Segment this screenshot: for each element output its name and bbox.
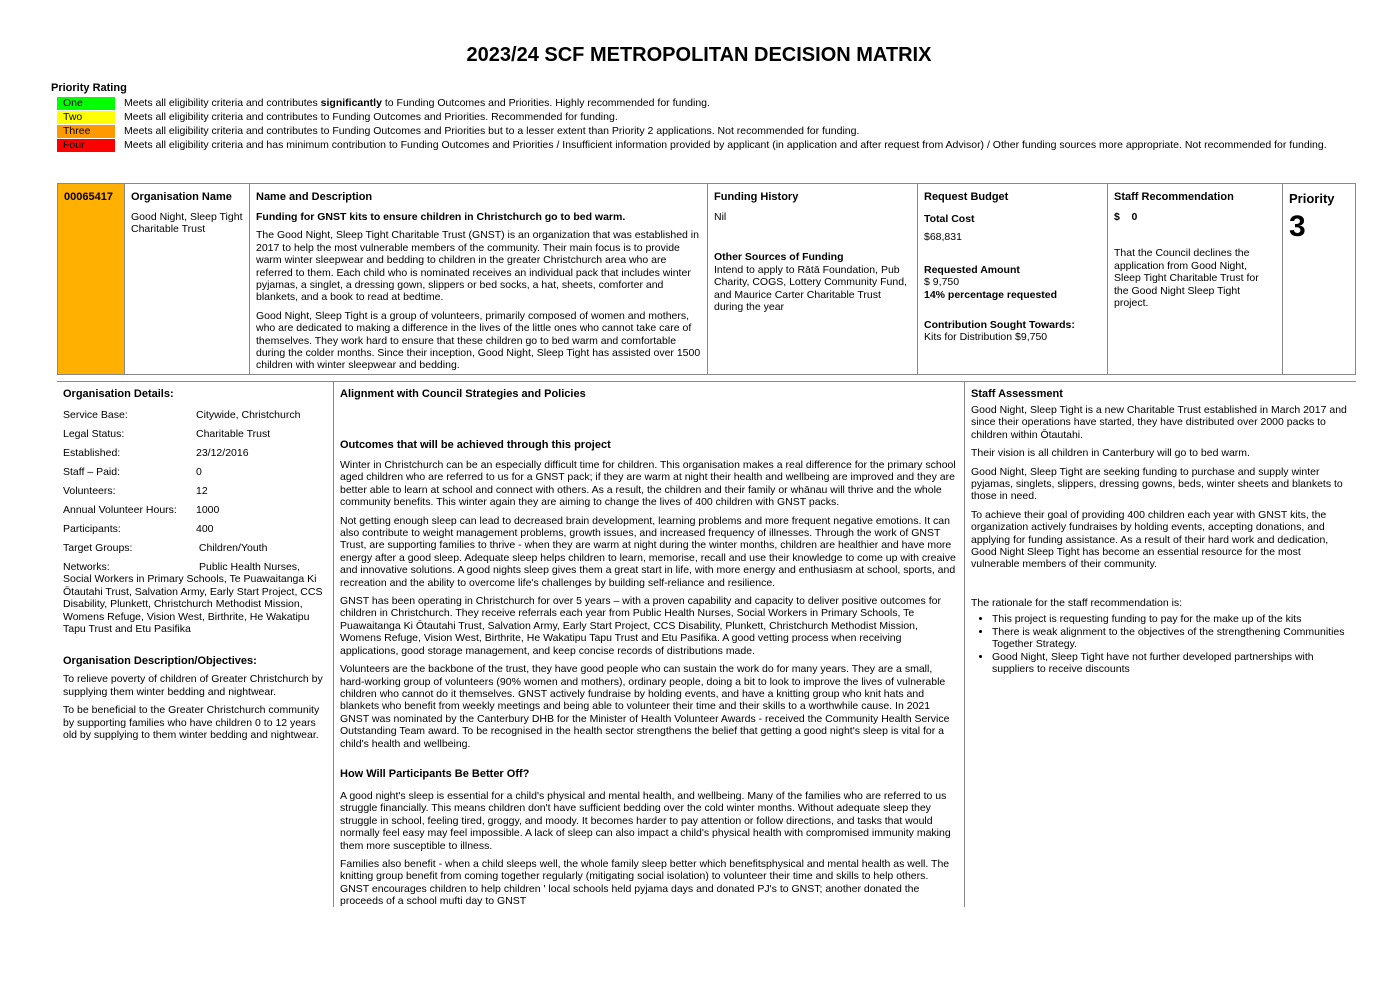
org-description-header: Organisation Description/Objectives: <box>63 655 257 668</box>
assessment-paragraph-3: Good Night, Sleep Tight are seeking funding to purchase and supply winter pyjamas, singlets, slippers, dressing gowns, beds, winter sheets and blankets to those in need. <box>971 465 1343 503</box>
funding-history-header: Funding History <box>714 191 799 203</box>
legend-desc-four: Meets all eligibility criteria and has minimum contribution to Funding Outcomes and Priorities / Insufficient information provided by applicant (in application and after request from Advisor) / Other funding sources more appropriate. Not recommended for funding. <box>124 139 1327 151</box>
priority-swatch-four: Four <box>57 139 115 152</box>
staff-recommendation-text: That the Council declines the application from Good Night, Sleep Tight Charitable Trust for the Good Night Sleep Tight project. <box>1114 247 1259 310</box>
legend-row-four <box>57 139 1357 152</box>
detail-row: Service Base: Citywide, Christchurch <box>63 409 301 421</box>
list-item: • There is weak alignment to the objectives of the strengthening Communities Together Strategy. <box>992 626 1351 651</box>
detail-row: Staff – Paid: 0 <box>63 466 202 478</box>
detail-row: Legal Status: Charitable Trust <box>63 428 271 440</box>
application-id-cell <box>58 184 125 374</box>
legend-desc-two: Meets all eligibility criteria and contributes to Funding Outcomes and Priorities. Recommended for funding. <box>124 111 618 123</box>
requested-amount-value: $ 9,750 <box>924 276 960 289</box>
alignment-column <box>340 388 958 914</box>
priority-cell <box>1283 184 1355 374</box>
request-budget-cell <box>918 184 1108 374</box>
alignment-header: Alignment with Council Strategies and Policies <box>340 388 586 400</box>
contribution-label: Contribution Sought Towards: <box>924 319 1075 332</box>
rationale-intro: The rationale for the staff recommendation is: <box>971 596 1183 609</box>
org-description-1: To relieve poverty of children of Greater Christchurch by supplying them winter bedding and nightwear. <box>63 673 323 698</box>
legend-row-one <box>57 97 1357 110</box>
org-description-2: To be beneficial to the Greater Christchurch community by supporting families who have children 0 to 12 years old by supplying to them winter bedding and nightwear. <box>63 704 320 742</box>
detail-row: Established: 23/12/2016 <box>63 447 249 459</box>
list-item: • This project is requesting funding to pay for the make up of the kits <box>992 613 1351 625</box>
funding-history-value: Nil <box>714 211 727 223</box>
priority-header: Priority <box>1289 191 1335 206</box>
legend-desc-one: Meets all eligibility criteria and contributes significantly to Funding Outcomes and Priorities. Highly recommended for funding. <box>124 97 710 109</box>
assessment-paragraph-4: To achieve their goal of providing 400 children each year with GNST kits, the organization actively fundraises by holding events, accepting donations, and applying for funding assistance. As a result of their hard work and dedication, Good Night Sleep Tight has become an essential resource for the most vulnerable members of their community. <box>971 508 1329 571</box>
outcomes-header: Outcomes that will be achieved through this project <box>340 439 611 451</box>
org-details-header: Organisation Details: <box>63 388 174 400</box>
rationale-list <box>971 613 1351 675</box>
outcomes-paragraph-4: Volunteers are the backbone of the trust, they have good people who can sustain the work do for many years. They are a small, hard-working group of volunteers (90% women and mothers), ordinary people, doing a bit to look to improve the lives of vulnerable children who cannot do it themselves. GNST actively fundraise by holding events, and have a knitting group who knit hats and blankets who benefit from weekly meetings and being able to volunteer their time and their skills to a worthwhile cause. In 2021 GNST was nominated by the Canterbury DHB for the Minister of Health Volunteer Awards - received the Community Health Service Outstanding Team award. To be recognised in the health sector strengthens the belief that getting a good night's sleep is vital for a child's health and wellbeing. <box>340 663 950 750</box>
priority-swatch-three: Three <box>57 125 115 138</box>
priority-value: 3 <box>1289 210 1306 243</box>
priority-swatch-one: One <box>57 97 115 110</box>
assessment-paragraph-2: Their vision is all children in Canterbury will go to bed warm. <box>971 447 1250 460</box>
detail-row: Annual Volunteer Hours: 1000 <box>63 504 220 516</box>
staff-recommendation-header: Staff Recommendation <box>1114 191 1234 203</box>
other-sources-header: Other Sources of Funding <box>714 251 844 264</box>
project-description-2: Good Night, Sleep Tight is a group of volunteers, primarily composed of women and mothers, who are dedicated to making a difference in the lives of the little ones who cannot take care of themselves. They work hard to ensure that these children go to bed warm and comfortable during the colder months. Since their inception, Good Night, Sleep Tight has assisted over 1500 children with winter sleepwear and bedding. <box>256 309 701 372</box>
list-item: • Good Night, Sleep Tight have not further developed partnerships with suppliers to receive discounts <box>992 651 1351 676</box>
outcomes-paragraph-1: Winter in Christchurch can be an especially difficult time for children. This organisation makes a real difference for the primary school aged children who are referred to us for a GNST pack; if they are warm at night their health and wellbeing are improved and they are better able to learn at school and connect with others. As a result, the children and their family or whānau will thrive and the whole community benefits. This winter again they are aiming to change the lives of 400 children with GNST packs. <box>340 459 956 509</box>
org-name: Good Night, Sleep Tight Charitable Trust <box>131 211 243 236</box>
detail-row: Target Groups: Children/Youth <box>63 542 268 554</box>
assessment-paragraph-1: Good Night, Sleep Tight is a new Charitable Trust established in March 2017 and since their operations have started, they have distributed over 2000 packs to children within Ōtautahi. <box>971 404 1347 441</box>
column-divider-left <box>333 382 334 907</box>
requested-amount-label: Requested Amount <box>924 263 1020 276</box>
outcomes-paragraph-3: GNST has been operating in Christchurch for over 5 years – with a proven capability and capacity to deliver positive outcomes for children in Christchurch. They receive referrals each year from Public Health Nurses, Social Workers in Primary Schools, Te Puawaitanga Ki Ōtautahi Trust, Salvation Army, Early Start Project, CCS Disability, Plunkett, Christchurch Methodist Mission, Womens Refuge, Vision West, Birthrite, He Wakatipu Tapu Trust and Etu Pasifika. A good vetting process when receiving applications, good storage management, and keep concise records of distributions made. <box>340 595 941 657</box>
legend-desc-three: Meets all eligibility criteria and contributes to Funding Outcomes and Priorities but to a lesser extent than Priority 2 applications. Not recommended for funding. <box>124 125 860 137</box>
outcomes-paragraph-2: Not getting enough sleep can lead to decreased brain development, learning problems and more frequent negative emotions. It can also contribute to weight management problems, growth issues, and increased frequency of illnesses. Through the work of GNST Trust, are supporting families to thrive - when they are warm at night during the winter months, children are healthier and have more energy after a good sleep. Adequate sleep helps children to learn, memorise, recall and use their knowledge to come up with creaive and innovative solutions. A good nights sleep gives them a great start in life, with more energy and enthusiasm at school, sports, and recreation and the ability to overcome life's challenges by building self-reliance and resilience. <box>340 514 956 589</box>
request-budget-header: Request Budget <box>924 191 1009 203</box>
section-divider <box>57 381 1356 382</box>
staff-assessment-header: Staff Assessment <box>971 388 1063 400</box>
funding-history-cell <box>708 184 918 374</box>
priority-rating-heading: Priority Rating <box>51 82 127 94</box>
detail-row: Participants: 400 <box>63 523 214 535</box>
project-description-1: The Good Night, Sleep Tight Charitable Trust (GNST) is an organization that was established in 2017 to help the most vulnerable members of the community. Their main focus is to provide warm winter sleepwear and bedding to children in the greater Christchurch area who are referred to them. Each child who is nominated receives an individual pack that includes winter pyjamas, a singlet, a dressing gown, slippers or bed socks, a hat, sheets, comforter and blankets, and a book to read at bedtime. <box>256 229 699 304</box>
legend-row-two <box>57 111 1357 124</box>
name-description-cell <box>250 184 708 374</box>
contribution-value: Kits for Distribution $9,750 <box>924 331 1048 344</box>
summary-table <box>57 183 1356 375</box>
total-cost-label: Total Cost <box>924 213 975 225</box>
org-details-column <box>63 388 329 747</box>
staff-recommendation-cell <box>1108 184 1283 374</box>
better-off-header: How Will Participants Be Better Off? <box>340 767 530 780</box>
networks: Networks: Public Health Nurses, Social Workers in Primary Schools, Te Puawaitanga Ki Ōtautahi Trust, Salvation Army, Early Start Project, CCS Disability, Plunkett, Christchurch Methodist Mission, Womens Refuge, Vision West, Birthrite, He Wakatipu Tapu Trust and Etu Pasifika <box>63 561 323 636</box>
priority-legend <box>57 97 1357 153</box>
org-name-cell <box>125 184 250 374</box>
other-sources-value: Intend to apply to Rātā Foundation, Pub Charity, COGS, Lottery Community Fund, and Maurice Carter Charitable Trust during the year <box>714 263 907 314</box>
legend-row-three <box>57 125 1357 138</box>
column-divider-right <box>964 382 965 907</box>
priority-swatch-two: Two <box>57 111 115 124</box>
detail-row: Volunteers: 12 <box>63 485 208 497</box>
better-off-paragraph-1: A good night's sleep is essential for a child's physical and mental health, and wellbeing. Many of the families who are referred to us struggle financially. This means children don't have sufficient bedding over the cold winter months. Without adequate sleep they struggle in school, feeling tired, groggy, and moody. It becomes harder to pay attention or follow directions, and tasks that would normally feel easy may feel impossible. A lack of sleep can also impact a child's physical health with compromised immunity making them more susceptible to illness. <box>340 789 951 852</box>
percentage-requested: 14% percentage requested <box>924 288 1058 301</box>
page-title: 2023/24 SCF METROPOLITAN DECISION MATRIX <box>466 44 932 66</box>
name-description-header: Name and Description <box>256 191 373 203</box>
better-off-paragraph-2: Families also benefit - when a child sleeps well, the whole family sleep better which benefitsphysical and mental health as well. The knitting group benefit from coming together regularly (mitigating social isolation) to volunteer their time and skills to help others. GNST encourages children to help children ' local schools held pyjama days and donated PJ's to GNST; another donated the proceeds of a school mufti day to GNST <box>340 857 950 908</box>
total-cost-value: $68,831 <box>924 231 962 244</box>
project-title: Funding for GNST kits to ensure children in Christchurch go to bed warm. <box>256 211 626 223</box>
org-name-header: Organisation Name <box>131 191 232 203</box>
staff-recommendation-amount: $ 0 <box>1114 211 1138 223</box>
application-id: 00065417 <box>64 191 113 203</box>
staff-assessment-column <box>971 388 1351 675</box>
